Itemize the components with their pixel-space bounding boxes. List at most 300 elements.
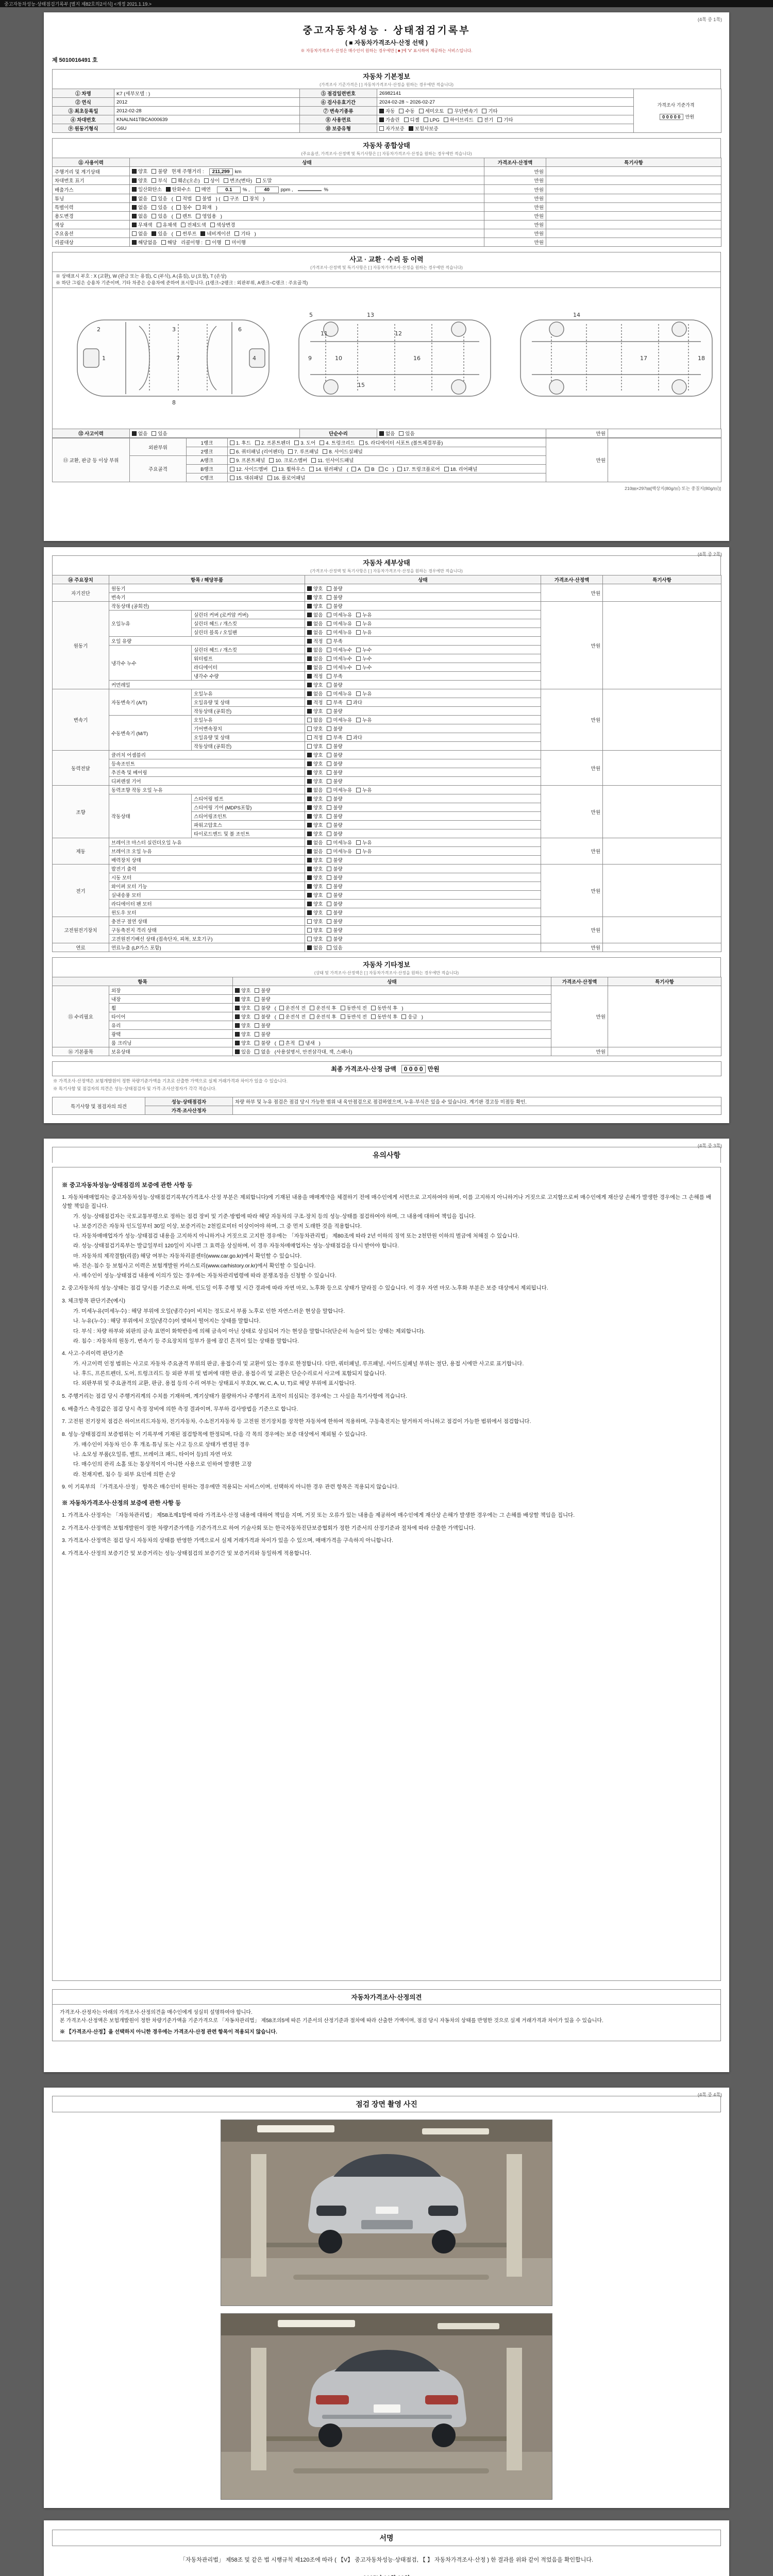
option-불량[interactable]: 불량 — [327, 909, 342, 916]
option-양호[interactable]: 양호 — [132, 167, 147, 175]
checked-checkbox[interactable] — [307, 945, 312, 950]
option-양호[interactable]: 양호 — [307, 918, 323, 925]
unchecked-checkbox[interactable] — [327, 586, 331, 591]
unchecked-checkbox[interactable] — [365, 467, 369, 471]
option-불량[interactable]: 불량 — [255, 987, 270, 994]
option-불량[interactable]: 불량 — [327, 883, 342, 890]
unchecked-checkbox[interactable] — [327, 814, 331, 819]
unchecked-checkbox[interactable] — [327, 902, 331, 906]
unchecked-checkbox[interactable] — [327, 919, 331, 924]
checked-checkbox[interactable] — [307, 630, 312, 635]
unchecked-checkbox[interactable] — [327, 805, 331, 810]
unchecked-checkbox[interactable] — [309, 467, 314, 471]
checked-checkbox[interactable] — [307, 709, 312, 714]
unchecked-checkbox[interactable] — [327, 674, 331, 679]
unchecked-checkbox[interactable] — [152, 196, 156, 201]
option-적정[interactable]: 적정 — [307, 637, 323, 645]
option-있음[interactable]: 있음 — [152, 430, 167, 437]
checked-checkbox[interactable] — [166, 187, 171, 192]
unchecked-checkbox[interactable] — [399, 109, 404, 113]
option-있음[interactable]: 있음 — [152, 230, 167, 237]
unchecked-checkbox[interactable] — [204, 178, 209, 183]
option-부족[interactable]: 부족 — [327, 637, 342, 645]
option-양호[interactable]: 양호 — [307, 812, 323, 820]
option-불량[interactable]: 불량 — [327, 795, 342, 802]
unchecked-checkbox[interactable] — [424, 117, 428, 122]
checked-checkbox[interactable] — [307, 884, 312, 889]
option-유채색[interactable]: 유채색 — [157, 221, 177, 228]
option-없음[interactable]: 없음 — [307, 611, 323, 618]
unchecked-checkbox[interactable] — [327, 796, 331, 801]
unchecked-checkbox[interactable] — [243, 196, 248, 201]
unchecked-checkbox[interactable] — [195, 187, 200, 192]
option-없음[interactable]: 없음 — [307, 655, 323, 662]
checked-checkbox[interactable] — [235, 1041, 240, 1045]
checked-checkbox[interactable] — [307, 683, 312, 687]
option-불량[interactable]: 불량 — [327, 900, 342, 907]
option-도말[interactable]: 도말 — [256, 177, 272, 184]
option-양호[interactable]: 양호 — [307, 585, 323, 592]
option-매연[interactable]: 매연 — [195, 185, 211, 193]
unchecked-checkbox[interactable] — [327, 910, 331, 915]
option-불량[interactable]: 불량 — [255, 1013, 270, 1020]
unchecked-checkbox[interactable] — [196, 214, 200, 218]
unchecked-checkbox[interactable] — [356, 656, 361, 661]
unchecked-checkbox[interactable] — [327, 604, 331, 608]
option-운전석 전[interactable]: 운전석 전 — [279, 1013, 306, 1020]
unchecked-checkbox[interactable] — [307, 919, 312, 924]
option-탄화수소[interactable]: 탄화수소 — [166, 185, 191, 193]
unchecked-checkbox[interactable] — [307, 937, 312, 941]
option-불량[interactable]: 불량 — [327, 812, 342, 820]
unchecked-checkbox[interactable] — [310, 1014, 314, 1019]
option-없음[interactable]: 없음 — [132, 195, 147, 202]
unchecked-checkbox[interactable] — [379, 126, 384, 131]
unchecked-checkbox[interactable] — [327, 823, 331, 827]
checked-checkbox[interactable] — [307, 761, 312, 766]
option-불량[interactable]: 불량 — [255, 1039, 270, 1046]
option-적법[interactable]: 적법 — [176, 195, 192, 202]
option-있음[interactable]: 있음 — [152, 195, 167, 202]
checked-checkbox[interactable] — [307, 796, 312, 801]
unchecked-checkbox[interactable] — [327, 849, 331, 854]
option-불량[interactable]: 불량 — [255, 995, 270, 1003]
unchecked-checkbox[interactable] — [234, 231, 239, 236]
unchecked-checkbox[interactable] — [230, 449, 234, 454]
option-부족[interactable]: 부족 — [327, 699, 342, 706]
unchecked-checkbox[interactable] — [327, 875, 331, 880]
option-미세누유[interactable]: 미세누유 — [327, 611, 352, 618]
option-미세누유[interactable]: 미세누유 — [327, 629, 352, 636]
option-보험사보증[interactable]: 보험사보증 — [409, 125, 439, 132]
unchecked-checkbox[interactable] — [255, 440, 260, 445]
checked-checkbox[interactable] — [307, 674, 312, 679]
option-누수[interactable]: 누수 — [356, 664, 372, 671]
option-썬루프[interactable]: 썬루프 — [176, 230, 197, 237]
unchecked-checkbox[interactable] — [404, 117, 409, 122]
checked-checkbox[interactable] — [379, 431, 384, 436]
unchecked-checkbox[interactable] — [255, 1032, 259, 1037]
checked-checkbox[interactable] — [307, 639, 312, 643]
option-양호[interactable]: 양호 — [307, 926, 323, 934]
unchecked-checkbox[interactable] — [327, 867, 331, 871]
option-없음[interactable]: 없음 — [307, 620, 323, 627]
option-불량[interactable]: 불량 — [327, 707, 342, 715]
option-양호[interactable]: 양호 — [132, 177, 147, 184]
checked-checkbox[interactable] — [307, 832, 312, 836]
unchecked-checkbox[interactable] — [327, 735, 331, 740]
unchecked-checkbox[interactable] — [356, 718, 361, 722]
unchecked-checkbox[interactable] — [401, 1014, 406, 1019]
checked-checkbox[interactable] — [379, 109, 384, 113]
option-없음[interactable]: 없음 — [307, 716, 323, 723]
option-자가보증[interactable]: 자가보증 — [379, 125, 405, 132]
option-장치[interactable]: 장치 — [243, 195, 259, 202]
checked-checkbox[interactable] — [132, 214, 137, 218]
unchecked-checkbox[interactable] — [327, 726, 331, 731]
checked-checkbox[interactable] — [307, 823, 312, 827]
unchecked-checkbox[interactable] — [341, 1014, 345, 1019]
option-부족[interactable]: 부족 — [327, 734, 342, 741]
checked-checkbox[interactable] — [235, 988, 240, 993]
unchecked-checkbox[interactable] — [327, 788, 331, 792]
option-있음[interactable]: 있음 — [152, 212, 167, 219]
option-양호[interactable]: 양호 — [235, 995, 250, 1003]
unchecked-checkbox[interactable] — [327, 884, 331, 889]
option-해당없음[interactable]: 해당없음 — [132, 239, 157, 246]
unchecked-checkbox[interactable] — [255, 1023, 259, 1028]
checked-checkbox[interactable] — [307, 910, 312, 915]
option-불량[interactable]: 불량 — [327, 856, 342, 863]
option-없음[interactable]: 없음 — [132, 204, 147, 211]
checked-checkbox[interactable] — [132, 205, 137, 210]
option-15. 대쉬패널[interactable]: 15. 대쉬패널 — [230, 474, 263, 481]
checked-checkbox[interactable] — [132, 169, 137, 174]
unchecked-checkbox[interactable] — [356, 665, 361, 670]
option-전체도색[interactable]: 전체도색 — [181, 221, 206, 228]
option-양호[interactable]: 양호 — [235, 1022, 250, 1029]
option-불량[interactable]: 불량 — [327, 725, 342, 732]
checked-checkbox[interactable] — [200, 231, 205, 236]
checked-checkbox[interactable] — [409, 126, 413, 131]
option-미세누수[interactable]: 미세누수 — [327, 655, 352, 662]
option-운전석 후[interactable]: 운전석 후 — [310, 1004, 336, 1011]
option-변조(변타)[interactable]: 변조(변타) — [224, 177, 252, 184]
unchecked-checkbox[interactable] — [356, 621, 361, 626]
unchecked-checkbox[interactable] — [448, 109, 452, 113]
option-불량[interactable]: 불량 — [327, 830, 342, 837]
unchecked-checkbox[interactable] — [256, 178, 261, 183]
option-없음[interactable]: 없음 — [307, 664, 323, 671]
unchecked-checkbox[interactable] — [327, 761, 331, 766]
checked-checkbox[interactable] — [307, 665, 312, 670]
option-없음[interactable]: 없음 — [307, 848, 323, 855]
unchecked-checkbox[interactable] — [132, 231, 137, 236]
checked-checkbox[interactable] — [307, 621, 312, 626]
option-양호[interactable]: 양호 — [307, 751, 323, 758]
option-양호[interactable]: 양호 — [235, 1039, 250, 1046]
option-불량[interactable]: 불량 — [327, 751, 342, 758]
unchecked-checkbox[interactable] — [307, 928, 312, 933]
checked-checkbox[interactable] — [132, 187, 137, 192]
option-미세누유[interactable]: 미세누유 — [327, 716, 352, 723]
option-양호[interactable]: 양호 — [307, 821, 323, 828]
option-미세누수[interactable]: 미세누수 — [327, 664, 352, 671]
option-불량[interactable]: 불량 — [327, 760, 342, 767]
checked-checkbox[interactable] — [379, 117, 384, 122]
checked-checkbox[interactable] — [307, 613, 312, 617]
option-양호[interactable]: 양호 — [307, 795, 323, 802]
option-없음[interactable]: 없음 — [307, 646, 323, 653]
option-기타[interactable]: 기타 — [497, 116, 513, 123]
unchecked-checkbox[interactable] — [327, 595, 331, 600]
option-적정[interactable]: 적정 — [307, 672, 323, 680]
checked-checkbox[interactable] — [307, 788, 312, 792]
unchecked-checkbox[interactable] — [497, 117, 502, 122]
unchecked-checkbox[interactable] — [327, 770, 331, 775]
checked-checkbox[interactable] — [307, 849, 312, 854]
option-불량[interactable]: 불량 — [327, 804, 342, 811]
option-없음[interactable]: 없음 — [132, 212, 147, 219]
checked-checkbox[interactable] — [307, 902, 312, 906]
checked-checkbox[interactable] — [307, 875, 312, 880]
option-B[interactable]: B — [365, 467, 374, 472]
checked-checkbox[interactable] — [307, 648, 312, 652]
unchecked-checkbox[interactable] — [230, 458, 234, 463]
option-양호[interactable]: 양호 — [307, 883, 323, 890]
option-렌트[interactable]: 렌트 — [176, 212, 192, 219]
option-자동[interactable]: 자동 — [379, 107, 395, 114]
unchecked-checkbox[interactable] — [176, 205, 181, 210]
option-미이행[interactable]: 미이행 — [225, 239, 246, 246]
option-10. 크로스멤버[interactable]: 10. 크로스멤버 — [269, 456, 307, 464]
unchecked-checkbox[interactable] — [272, 467, 277, 471]
checked-checkbox[interactable] — [307, 604, 312, 608]
unchecked-checkbox[interactable] — [351, 467, 356, 471]
unchecked-checkbox[interactable] — [307, 744, 312, 749]
option-미세누유[interactable]: 미세누유 — [327, 848, 352, 855]
checked-checkbox[interactable] — [235, 997, 240, 1002]
unchecked-checkbox[interactable] — [224, 196, 228, 201]
unchecked-checkbox[interactable] — [327, 937, 331, 941]
option-세미오토[interactable]: 세미오토 — [419, 107, 444, 114]
option-6. 쿼터패널 (리어펜더)[interactable]: 6. 쿼터패널 (리어펜더) — [230, 448, 284, 455]
option-양호[interactable]: 양호 — [307, 681, 323, 688]
option-양호[interactable]: 양호 — [307, 742, 323, 750]
unchecked-checkbox[interactable] — [419, 109, 424, 113]
option-4. 트렁크리드[interactable]: 4. 트렁크리드 — [320, 439, 355, 446]
unchecked-checkbox[interactable] — [255, 988, 259, 993]
unchecked-checkbox[interactable] — [288, 449, 293, 454]
unchecked-checkbox[interactable] — [327, 928, 331, 933]
option-동반석 후[interactable]: 동반석 후 — [371, 1004, 397, 1011]
unchecked-checkbox[interactable] — [255, 997, 259, 1002]
unchecked-checkbox[interactable] — [196, 205, 200, 210]
checked-checkbox[interactable] — [307, 779, 312, 784]
option-불량[interactable]: 불량 — [327, 594, 342, 601]
unchecked-checkbox[interactable] — [230, 476, 234, 480]
unchecked-checkbox[interactable] — [176, 196, 181, 201]
option-불량[interactable]: 불량 — [327, 918, 342, 925]
unchecked-checkbox[interactable] — [327, 621, 331, 626]
option-불량[interactable]: 불량 — [327, 769, 342, 776]
option-누수[interactable]: 누수 — [356, 655, 372, 662]
checked-checkbox[interactable] — [307, 595, 312, 600]
option-누유[interactable]: 누유 — [356, 716, 372, 723]
unchecked-checkbox[interactable] — [327, 893, 331, 897]
option-네비게이션[interactable]: 네비게이션 — [200, 230, 230, 237]
unchecked-checkbox[interactable] — [255, 1014, 259, 1019]
unchecked-checkbox[interactable] — [307, 726, 312, 731]
unchecked-checkbox[interactable] — [327, 718, 331, 722]
option-양호[interactable]: 양호 — [307, 707, 323, 715]
unchecked-checkbox[interactable] — [327, 630, 331, 635]
checked-checkbox[interactable] — [307, 840, 312, 845]
checked-checkbox[interactable] — [307, 805, 312, 810]
option-양호[interactable]: 양호 — [307, 909, 323, 916]
unchecked-checkbox[interactable] — [327, 779, 331, 784]
unchecked-checkbox[interactable] — [176, 231, 181, 236]
option-18. 리어패널[interactable]: 18. 리어패널 — [444, 465, 478, 472]
unchecked-checkbox[interactable] — [399, 431, 404, 436]
unchecked-checkbox[interactable] — [157, 223, 161, 227]
option-부족[interactable]: 부족 — [327, 672, 342, 680]
unchecked-checkbox[interactable] — [279, 1014, 284, 1019]
unchecked-checkbox[interactable] — [327, 665, 331, 670]
unchecked-checkbox[interactable] — [230, 467, 234, 471]
checked-checkbox[interactable] — [235, 1014, 240, 1019]
option-11. 인사이드패널[interactable]: 11. 인사이드패널 — [311, 456, 354, 464]
option-양호[interactable]: 양호 — [235, 987, 250, 994]
unchecked-checkbox[interactable] — [255, 1049, 259, 1054]
option-훼손(오손)[interactable]: 훼손(오손) — [172, 177, 200, 184]
unchecked-checkbox[interactable] — [327, 613, 331, 617]
option-양호[interactable]: 양호 — [307, 856, 323, 863]
option-미세누유[interactable]: 미세누유 — [327, 690, 352, 697]
option-양호[interactable]: 양호 — [307, 777, 323, 785]
option-미세누유[interactable]: 미세누유 — [327, 786, 352, 793]
option-가솔린[interactable]: 가솔린 — [379, 116, 400, 123]
option-있음[interactable]: 있음 — [327, 944, 342, 951]
unchecked-checkbox[interactable] — [482, 109, 486, 113]
option-불량[interactable]: 불량 — [255, 1030, 270, 1038]
unchecked-checkbox[interactable] — [323, 449, 327, 454]
unchecked-checkbox[interactable] — [359, 440, 364, 445]
unchecked-checkbox[interactable] — [279, 1006, 284, 1010]
unchecked-checkbox[interactable] — [327, 832, 331, 836]
option-12. 사이드멤버[interactable]: 12. 사이드멤버 — [230, 465, 268, 472]
option-누유[interactable]: 누유 — [356, 786, 372, 793]
option-불량[interactable]: 불량 — [327, 935, 342, 942]
option-8. 사이드실패널[interactable]: 8. 사이드실패널 — [323, 448, 363, 455]
option-과다[interactable]: 과다 — [347, 699, 362, 706]
option-없음[interactable]: 없음 — [255, 1048, 270, 1055]
option-양호[interactable]: 양호 — [307, 760, 323, 767]
option-LPG[interactable]: LPG — [424, 117, 440, 123]
option-일산화탄소[interactable]: 일산화탄소 — [132, 185, 162, 193]
checked-checkbox[interactable] — [307, 586, 312, 591]
option-누유[interactable]: 누유 — [356, 620, 372, 627]
option-16. 플로어패널[interactable]: 16. 플로어패널 — [267, 474, 306, 481]
unchecked-checkbox[interactable] — [152, 214, 156, 218]
unchecked-checkbox[interactable] — [294, 440, 299, 445]
checked-checkbox[interactable] — [235, 1032, 240, 1037]
option-무채색[interactable]: 무채색 — [132, 221, 153, 228]
option-양호[interactable]: 양호 — [307, 865, 323, 872]
option-누유[interactable]: 누유 — [356, 839, 372, 846]
option-이행[interactable]: 이행 — [206, 239, 221, 246]
unchecked-checkbox[interactable] — [255, 1041, 259, 1045]
option-없음[interactable]: 없음 — [307, 839, 323, 846]
option-기타[interactable]: 기타 — [234, 230, 250, 237]
unchecked-checkbox[interactable] — [224, 178, 228, 183]
unchecked-checkbox[interactable] — [206, 240, 210, 245]
option-양호[interactable]: 양호 — [307, 891, 323, 899]
option-없음[interactable]: 없음 — [307, 690, 323, 697]
option-영업용[interactable]: 영업용 — [196, 212, 216, 219]
option-무단변속기[interactable]: 무단변속기 — [448, 107, 478, 114]
option-수동[interactable]: 수동 — [399, 107, 414, 114]
option-있음[interactable]: 있음 — [399, 430, 414, 437]
unchecked-checkbox[interactable] — [327, 709, 331, 714]
unchecked-checkbox[interactable] — [356, 788, 361, 792]
unchecked-checkbox[interactable] — [341, 1006, 345, 1010]
checked-checkbox[interactable] — [132, 431, 137, 436]
option-양호[interactable]: 양호 — [307, 602, 323, 609]
option-불량[interactable]: 불량 — [327, 865, 342, 872]
option-디젤[interactable]: 디젤 — [404, 116, 419, 123]
unchecked-checkbox[interactable] — [307, 735, 312, 740]
option-응급[interactable]: 응급 — [401, 1013, 417, 1020]
checked-checkbox[interactable] — [307, 814, 312, 819]
option-냄새[interactable]: 냄새 — [299, 1039, 314, 1046]
checked-checkbox[interactable] — [152, 231, 156, 236]
option-불량[interactable]: 불량 — [152, 167, 167, 175]
unchecked-checkbox[interactable] — [356, 630, 361, 635]
option-14. 필러패널[interactable]: 14. 필러패널 — [309, 465, 343, 472]
option-양호[interactable]: 양호 — [307, 830, 323, 837]
option-과다[interactable]: 과다 — [347, 734, 362, 741]
option-미세누유[interactable]: 미세누유 — [327, 839, 352, 846]
option-불량[interactable]: 불량 — [255, 1004, 270, 1011]
option-9. 프론트패널[interactable]: 9. 프론트패널 — [230, 456, 265, 464]
unchecked-checkbox[interactable] — [225, 240, 230, 245]
unchecked-checkbox[interactable] — [327, 744, 331, 749]
option-침수[interactable]: 침수 — [176, 204, 192, 211]
option-양호[interactable]: 양호 — [307, 935, 323, 942]
checked-checkbox[interactable] — [307, 867, 312, 871]
option-흔적[interactable]: 흔적 — [279, 1039, 295, 1046]
option-화재[interactable]: 화재 — [196, 204, 211, 211]
checked-checkbox[interactable] — [307, 700, 312, 705]
option-양호[interactable]: 양호 — [307, 594, 323, 601]
option-운전석 후[interactable]: 운전석 후 — [310, 1013, 336, 1020]
option-불법[interactable]: 불법 — [196, 195, 211, 202]
checked-checkbox[interactable] — [307, 770, 312, 775]
checked-checkbox[interactable] — [235, 1049, 240, 1054]
checked-checkbox[interactable] — [307, 893, 312, 897]
option-불량[interactable]: 불량 — [327, 821, 342, 828]
option-불량[interactable]: 불량 — [255, 1022, 270, 1029]
unchecked-checkbox[interactable] — [299, 1041, 304, 1045]
unchecked-checkbox[interactable] — [444, 467, 449, 471]
unchecked-checkbox[interactable] — [327, 753, 331, 757]
option-누유[interactable]: 누유 — [356, 629, 372, 636]
unchecked-checkbox[interactable] — [327, 656, 331, 661]
option-3. 도어[interactable]: 3. 도어 — [294, 439, 315, 446]
unchecked-checkbox[interactable] — [320, 440, 324, 445]
option-상이[interactable]: 상이 — [204, 177, 220, 184]
